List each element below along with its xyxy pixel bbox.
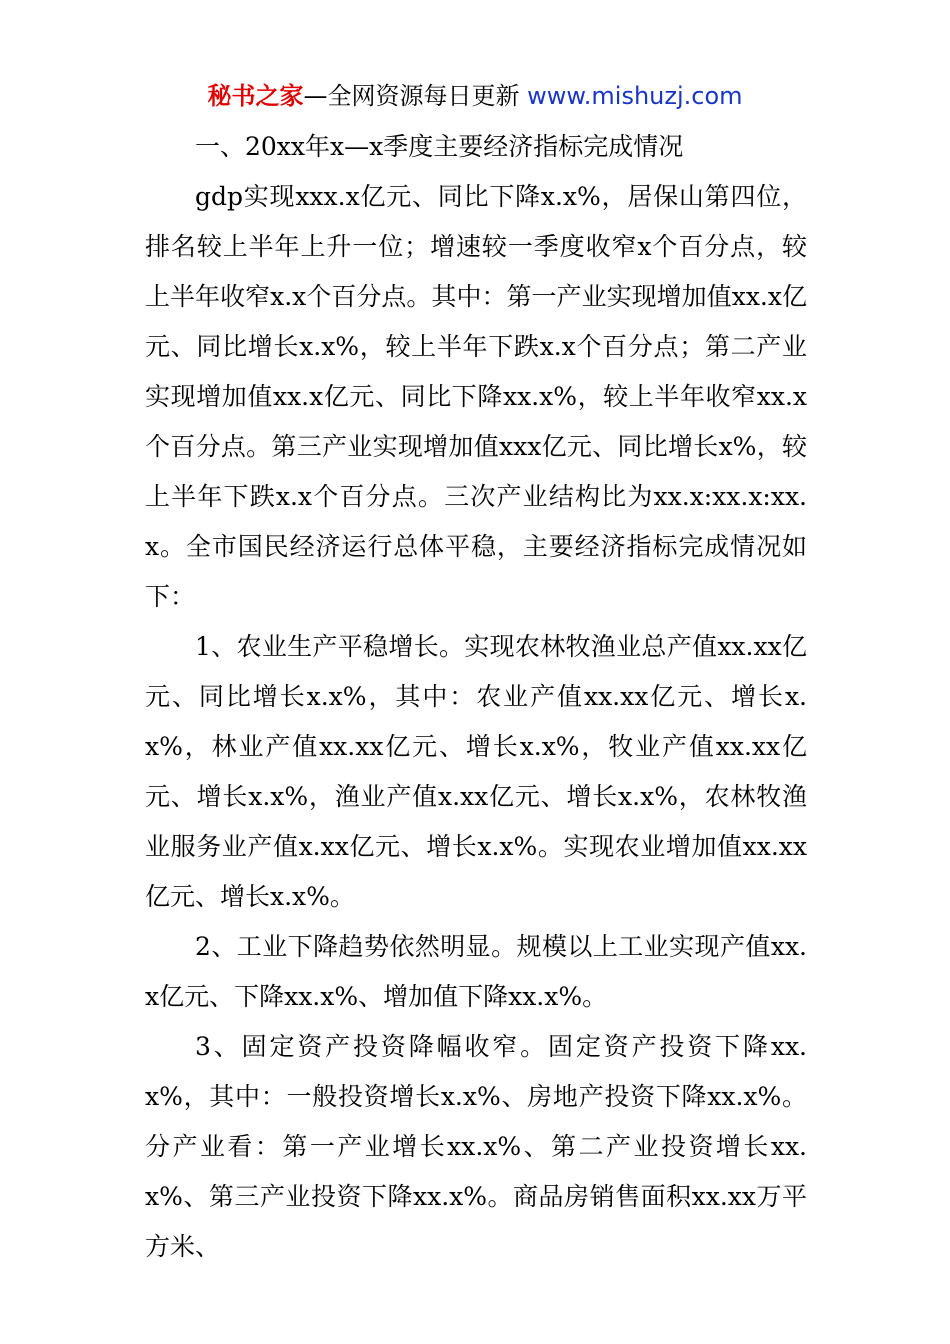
paragraph-industry: 2、工业下降趋势依然明显。规模以上工业实现产值xx.x亿元、下降xx.x%、增加值下降xx.x%。 [145, 932, 807, 1011]
document-body [145, 122, 807, 1272]
site-brand: 秘书之家 [207, 82, 304, 110]
paragraph-gdp: gdp实现xxx.x亿元、同比下降x.x%，居保山第四位，排名较上半年上升一位；增速较一季度收窄x个百分点，较上半年收窄x.x个百分点。其中：第一产业实现增加值xx.x亿元、同比增长x.x%，较上半年下跌x.x个百分点；第二产业实现增加值xx.x亿元、同比下降xx.x%，较上半年收窄xx.x个百分点。第三产业实现增加值xxx亿元、同比增长x%，较上半年下跌x.x个百分点。三次产业结构比为xx.x:xx.x:xx.x。全市国民经济运行总体平稳，主要经济指标完成情况如下： [145, 182, 807, 611]
paragraph-agriculture: 1、农业生产平稳增长。实现农林牧渔业总产值xx.xx亿元、同比增长x.x%，其中：农业产值xx.xx亿元、增长x.x%，林业产值xx.xx亿元、增长x.x%，牧业产值xx.xx亿元、增长x.x%，渔业产值x.xx亿元、增长x.x%，农林牧渔业服务业产值x.xx亿元、增长x.x%。实现农业增加值xx.xx亿元、增长x.x%。 [145, 632, 807, 911]
site-header [0, 78, 950, 114]
paragraph-investment: 3、固定资产投资降幅收窄。固定资产投资下降xx.x%，其中：一般投资增长x.x%、房地产投资下降xx.x%。分产业看：第一产业增长xx.x%、第二产业投资增长xx.x%、第三产业投资下降xx.x%。商品房销售面积xx.xx万平方米、 [145, 1032, 807, 1261]
site-slogan: —全网资源每日更新 [303, 82, 528, 110]
section-heading: 一、20xx年x—x季度主要经济指标完成情况 [195, 132, 684, 161]
site-url-link[interactable]: www.mishuzj.com [527, 82, 743, 110]
